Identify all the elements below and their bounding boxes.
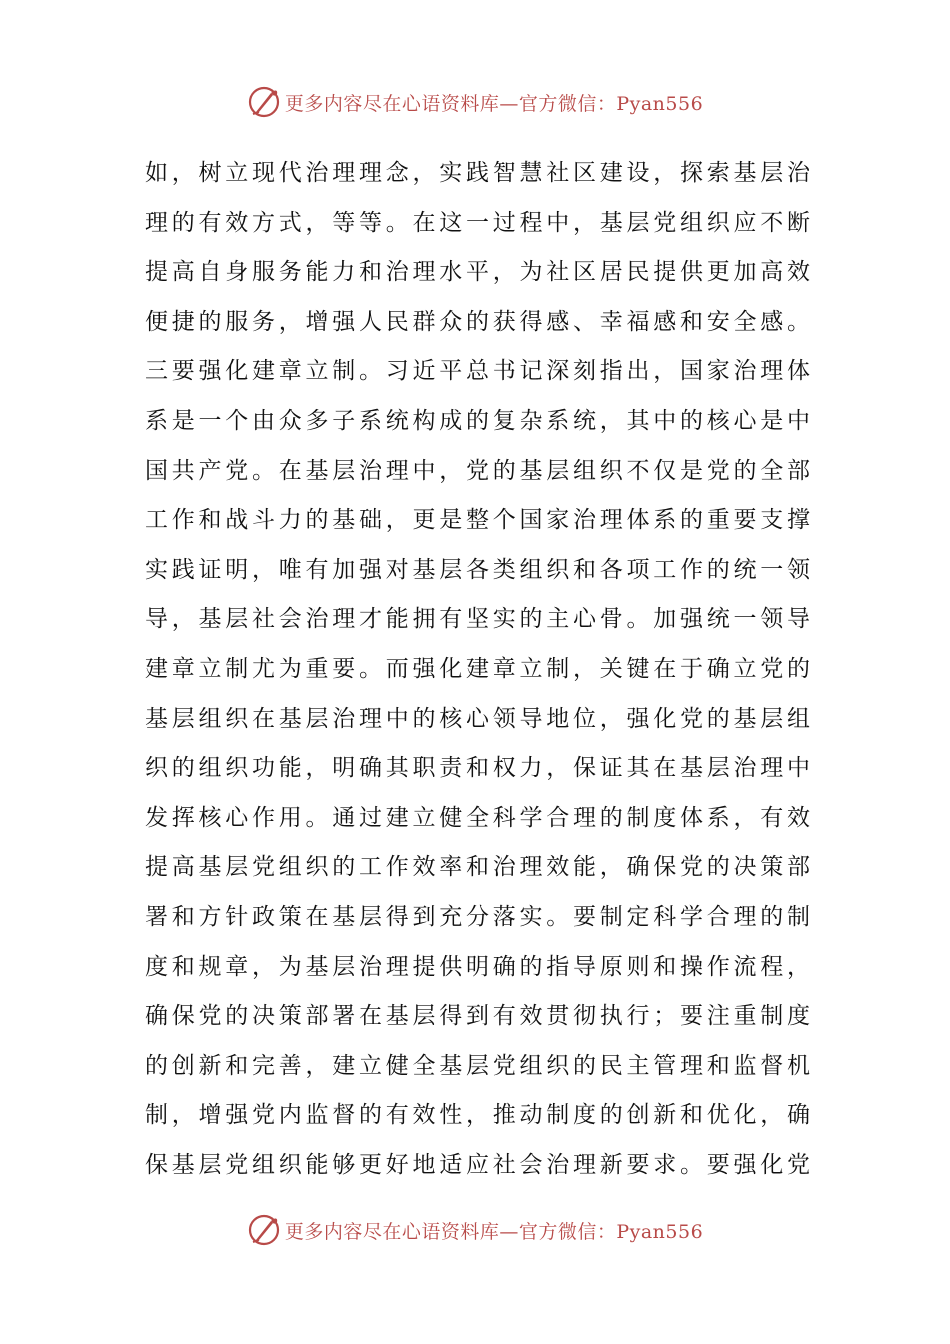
- header-banner: [0, 82, 950, 122]
- text-line: 提高自身服务能力和治理水平，为社区居民提供更加高效: [145, 259, 810, 286]
- header-banner-text: 更多内容尽在心语资料库—官方微信：Pyan556: [284, 92, 704, 115]
- text-line: 实践证明，唯有加强对基层各类组织和各项工作的统一领: [145, 556, 810, 583]
- text-line: 制，增强党内监督的有效性，推动制度的创新和优化，确: [145, 1102, 810, 1129]
- quill-logo-icon: [247, 1213, 281, 1247]
- text-line: 署和方针政策在基层得到充分落实。要制定科学合理的制: [145, 903, 810, 930]
- text-line: 系是一个由众多子系统构成的复杂系统，其中的核心是中: [145, 407, 810, 434]
- text-line: 基层组织在基层治理中的核心领导地位，强化党的基层组: [145, 705, 810, 732]
- text-line: 国共产党。在基层治理中，党的基层组织不仅是党的全部: [145, 457, 810, 484]
- text-line: 提高基层党组织的工作效率和治理效能，确保党的决策部: [145, 854, 810, 881]
- quill-logo-icon: [247, 85, 281, 119]
- text-line: 导，基层社会治理才能拥有坚实的主心骨。加强统一领导: [145, 606, 810, 633]
- text-line: 度和规章，为基层治理提供明确的指导原则和操作流程，: [145, 953, 810, 980]
- text-line: 的创新和完善，建立健全基层党组织的民主管理和监督机: [145, 1052, 810, 1079]
- text-line: 发挥核心作用。通过建立健全科学合理的制度体系，有效: [145, 804, 810, 831]
- text-line: 织的组织功能，明确其职责和权力，保证其在基层治理中: [145, 755, 810, 782]
- text-line: 建章立制尤为重要。而强化建章立制，关键在于确立党的: [145, 655, 810, 682]
- text-line: 保基层党组织能够更好地适应社会治理新要求。要强化党: [145, 1151, 810, 1178]
- footer-banner: [0, 1210, 950, 1250]
- footer-banner-text: 更多内容尽在心语资料库—官方微信：Pyan556: [284, 1220, 704, 1243]
- text-line: 便捷的服务，增强人民群众的获得感、幸福感和安全感。: [145, 308, 810, 335]
- text-line: 如，树立现代治理理念，实践智慧社区建设，探索基层治: [145, 160, 810, 186]
- document-body: [145, 149, 810, 1190]
- text-line: 理的有效方式，等等。在这一过程中，基层党组织应不断: [145, 209, 810, 236]
- text-line: 工作和战斗力的基础，更是整个国家治理体系的重要支撑: [145, 507, 810, 534]
- text-line: 三要强化建章立制。习近平总书记深刻指出，国家治理体: [145, 358, 810, 385]
- text-line: 确保党的决策部署在基层得到有效贯彻执行；要注重制度: [145, 1003, 810, 1030]
